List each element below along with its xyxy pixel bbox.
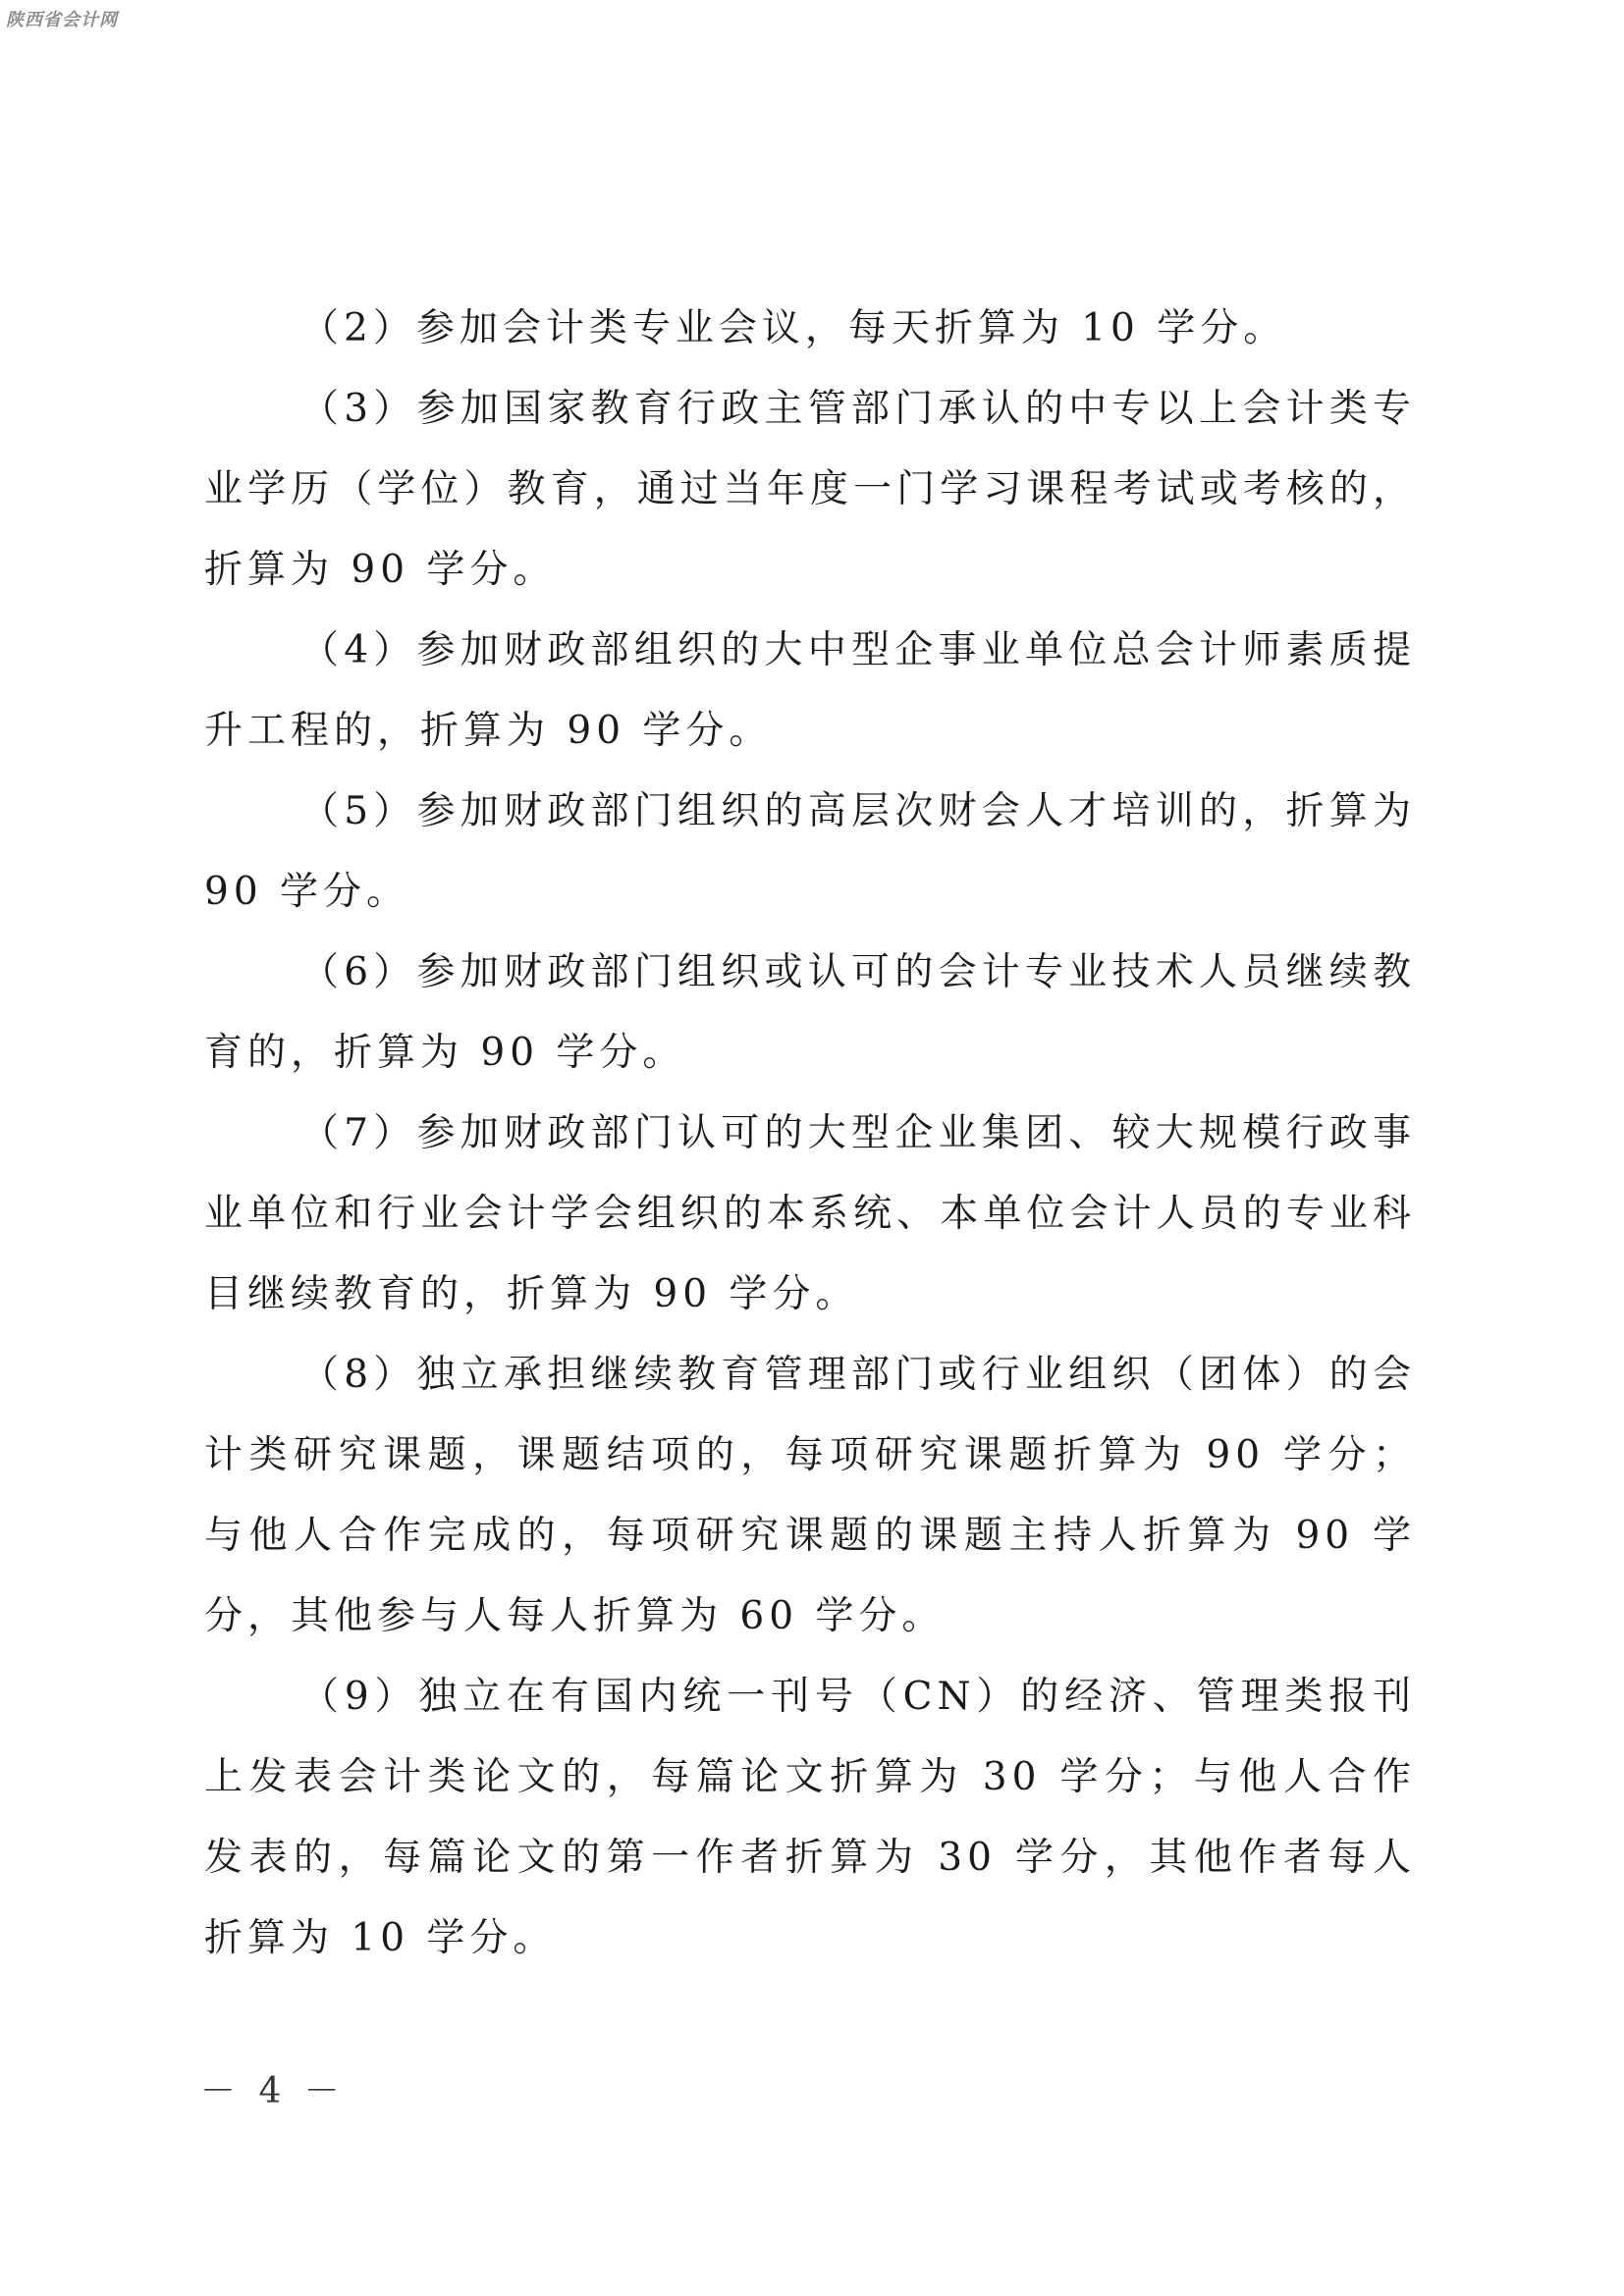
- paragraph-item-8: （8）独立承担继续教育管理部门或行业组织（团体）的会计类研究课题，课题结项的，每项研究课题折算为 90 学分；与他人合作完成的，每项研究课题的课题主持人折算为 90 学分，其他参与人每人折算为 60 学分。: [204, 1353, 1416, 1638]
- page-number: － 4 －: [200, 2071, 346, 2111]
- paragraph-item-2: （2）参加会计类专业会议，每天折算为 10 学分。: [300, 306, 1287, 350]
- paragraph-item-5: （5）参加财政部门组织的高层次财会人才培训的，折算为 90 学分。: [204, 789, 1416, 914]
- paragraph-item-7: （7）参加财政部门认可的大型企业集团、较大规模行政事业单位和行业会计学会组织的本系统、本单位会计人员的专业科目继续教育的，折算为 90 学分。: [204, 1111, 1416, 1316]
- paragraph-item-4: （4）参加财政部组织的大中型企事业单位总会计师素质提升工程的，折算为 90 学分。: [204, 628, 1416, 753]
- site-watermark: 陕西省会计网: [6, 10, 118, 30]
- document-body: [204, 289, 1416, 1979]
- paragraph-item-6: （6）参加财政部门组织或认可的会计专业技术人员继续教育的，折算为 90 学分。: [204, 950, 1416, 1075]
- paragraph-item-9: （9）独立在有国内统一刊号（CN）的经济、管理类报刊上发表会计类论文的，每篇论文折算为 30 学分；与他人合作发表的，每篇论文的第一作者折算为 30 学分，其他作者每人折算为 10 学分。: [204, 1675, 1416, 1960]
- paragraph-item-3: （3）参加国家教育行政主管部门承认的中专以上会计类专业学历（学位）教育，通过当年度一门学习课程考试或考核的，折算为 90 学分。: [204, 387, 1416, 592]
